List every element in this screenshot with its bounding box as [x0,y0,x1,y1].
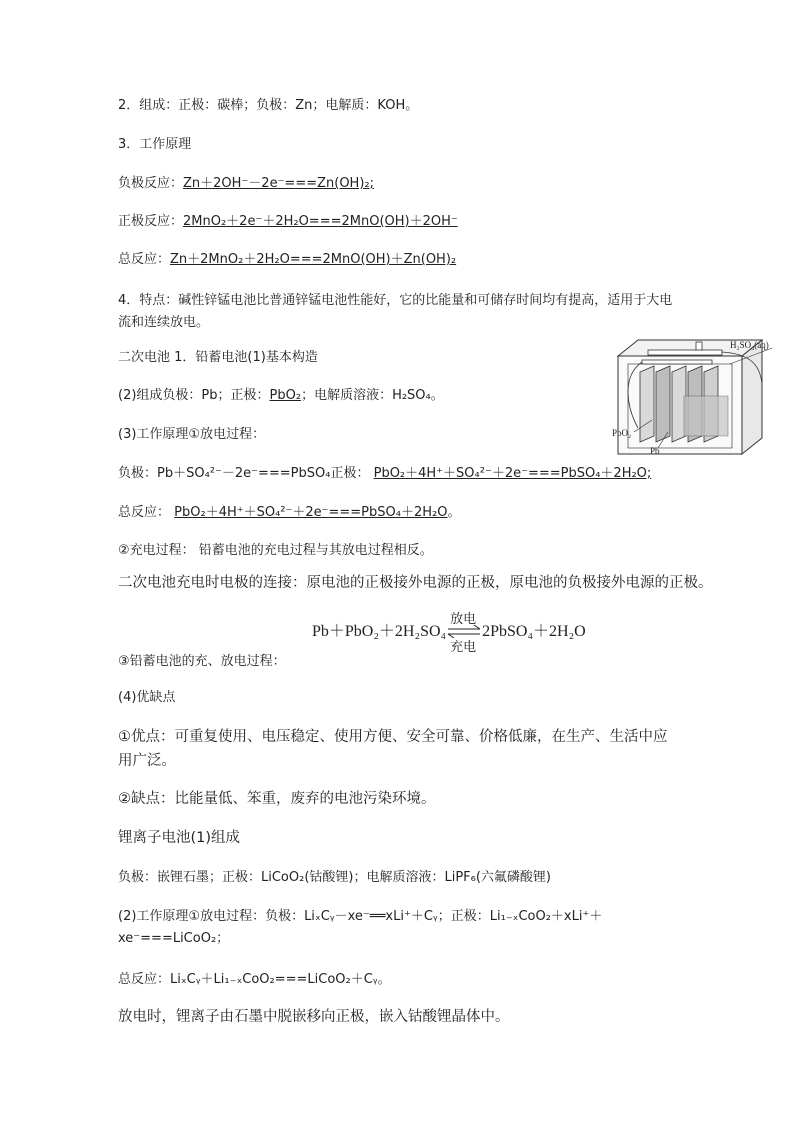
label-h2so4: H₂SO₄(aq) [730,340,769,350]
total-reaction: 总反应：Zn＋2MnO₂＋2H₂O===2MnO(OH)＋Zn(OH)₂ [118,252,457,267]
positive-reaction: 正极反应：2MnO₂＋2e⁻＋2H₂O===2MnO(OH)＋2OH⁻ [118,214,458,229]
discharge-total-eq: PbO₂＋4H⁺＋SO₄²⁻＋2e⁻===PbSO₄＋2H₂O [174,505,448,520]
lithium-discharge: (2)工作原理①放电过程：负极：LiₓCᵧ－xe⁻══xLi⁺＋Cᵧ；正极：Li₁₋ₓCoO₂＋xLi⁺＋xe⁻===LiCoO₂； [118,909,603,946]
lithium-heading: 锂离子电池(1)组成 [118,830,241,846]
advantages: ①优点：可重复使用、电压稳定、使用方便、安全可靠、价格低廉，在生产、生活中应用广泛。 [118,729,668,769]
composition-line: 2．组成：正极：碳棒；负极：Zn；电解质：KOH。 [118,98,419,113]
lithium-composition: 负极：嵌锂石墨；正极：LiCoO₂(钴酸锂)；电解质溶液：LiPF₆(六氟磷酸锂) [118,870,551,885]
features-paragraph: 4．特点：碱性锌锰电池比普通锌锰电池性能好，它的比能量和可储存时间均有提高，适用于大电流和连续放电。 [118,293,673,330]
negative-equation: Zn＋2OH⁻－2e⁻===Zn(OH)₂; [183,176,374,191]
charge-process: ②充电过程： 铅蓄电池的充电过程与其放电过程相反。 [118,543,433,558]
lead-acid-equation: Pb＋PbO₂＋2H₂SO₄ 放电 充电 2PbSO₄＋2H₂O [312,612,586,656]
lithium-total: 总反应：LiₓCᵧ＋Li₁₋ₓCoO₂===LiCoO₂＋Cᵧ。 [118,972,391,987]
total-equation: Zn＋2MnO₂＋2H₂O===2MnO(OH)＋Zn(OH)₂ [170,252,457,267]
positive-equation: 2MnO₂＋2e⁻＋2H₂O===2MnO(OH)＋2OH⁻ [183,214,458,229]
charging-connection: 二次电池充电时电极的连接：原电池的正极接外电源的正极，原电池的负极接外电源的正极。 [118,575,713,591]
charge-discharge-label: ③铅蓄电池的充、放电过程： [118,654,286,669]
disadvantages: ②缺点：比能量低、笨重，废弃的电池污染环境。 [118,791,436,807]
label-pbo2: PbO₂ [612,428,632,438]
discharge-electrodes: 负极：Pb＋SO₄²⁻－2e⁻===PbSO₄正极： PbO₂＋4H⁺＋SO₄²⁻＋2e⁻===PbSO₄＋2H₂O; [118,466,652,481]
discharge-total: 总反应： PbO₂＋4H⁺＋SO₄²⁻＋2e⁻===PbSO₄＋2H₂O。 [118,505,461,520]
principle-heading: 3．工作原理 [118,137,192,152]
discharge-positive-eq: PbO₂＋4H⁺＋SO₄²⁻＋2e⁻===PbSO₄＋2H₂O; [373,466,652,481]
discharge-heading: (3)工作原理①放电过程： [118,427,266,442]
lead-composition: (2)组成负极：Pb；正极：PbO₂；电解质溶液：H₂SO₄。 [118,388,444,403]
pros-cons-heading: (4)优缺点 [118,690,176,705]
lead-acid-battery-figure [612,336,790,462]
negative-reaction: 负极反应：Zn＋2OH⁻－2e⁻===Zn(OH)₂; [118,176,374,191]
positive-electrode: PbO₂ [269,388,302,403]
lead-battery-heading: 二次电池 1．铅蓄电池(1)基本构造 [118,350,318,365]
label-pb: Pb [650,446,660,456]
reversible-arrow: 放电 充电 [446,622,482,642]
lithium-ion-movement: 放电时，锂离子由石墨中脱嵌移向正极，嵌入钴酸锂晶体中。 [118,1009,510,1025]
